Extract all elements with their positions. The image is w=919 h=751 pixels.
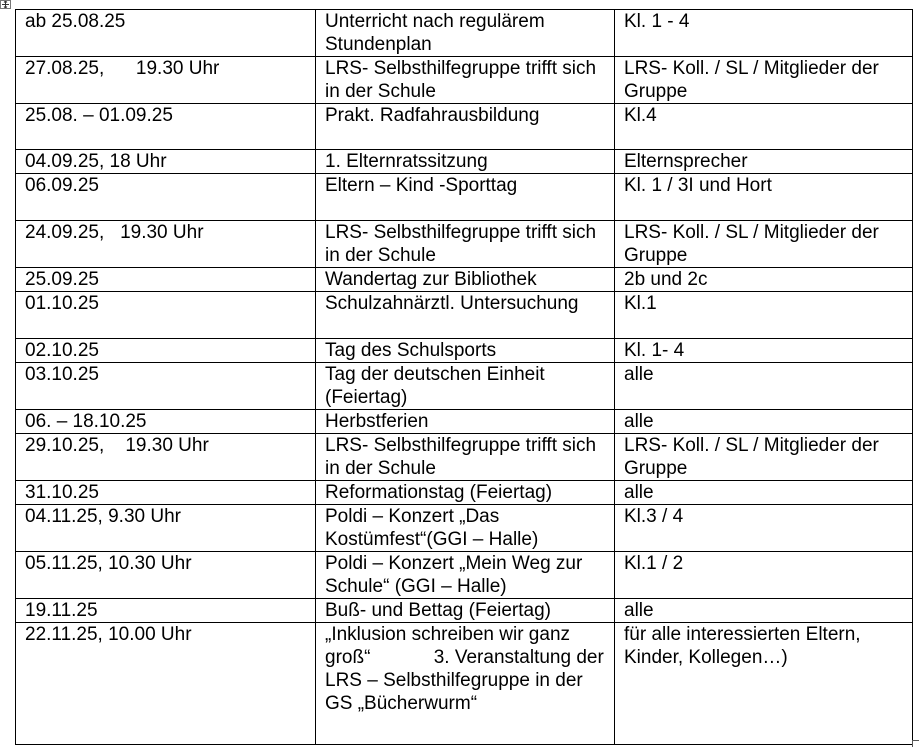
- date-cell-text: 29.10.25, 19.30 Uhr: [25, 435, 209, 456]
- participants-cell: [615, 339, 913, 363]
- date-cell: [16, 150, 316, 174]
- event-cell-text: Reformationstag (Feiertag): [325, 482, 553, 503]
- date-cell-text: 31.10.25: [25, 482, 99, 503]
- date-cell: [16, 599, 316, 623]
- date-cell: [16, 481, 316, 505]
- table-row: [16, 552, 913, 599]
- event-cell: [316, 221, 615, 268]
- table-row: [16, 599, 913, 623]
- participants-cell-text: LRS- Koll. / SL / Mitglieder der Gruppe: [624, 435, 885, 479]
- event-cell: [316, 10, 615, 57]
- table-resize-handle[interactable]: [912, 740, 919, 747]
- date-cell: [16, 505, 316, 552]
- event-cell: [316, 104, 615, 150]
- participants-cell-text: alle: [624, 600, 654, 621]
- event-cell-text: Schulzahnärztl. Untersuchung: [325, 293, 579, 314]
- table-row: [16, 174, 913, 221]
- participants-cell: [615, 552, 913, 599]
- participants-cell: [615, 410, 913, 434]
- participants-cell: [615, 505, 913, 552]
- participants-cell: [615, 10, 913, 57]
- event-cell-text: „Inklusion schreiben wir ganz groß“ 3. Veranstaltung der LRS – Selbsthilfegruppe in der GS „Bücherwurm“: [325, 624, 610, 714]
- event-cell: [316, 481, 615, 505]
- event-cell: [316, 150, 615, 174]
- participants-cell-text: Kl.1: [624, 293, 657, 314]
- event-cell-text: LRS- Selbsthilfegruppe trifft sich in der Schule: [325, 435, 602, 479]
- date-cell: [16, 104, 316, 150]
- participants-cell: [615, 268, 913, 292]
- event-cell-text: Tag des Schulsports: [325, 340, 497, 361]
- date-cell-text: 19.11.25: [25, 600, 98, 621]
- event-cell: [316, 339, 615, 363]
- date-cell-text: 04.09.25, 18 Uhr: [25, 151, 167, 172]
- table-row: [16, 481, 913, 505]
- event-cell-text: LRS- Selbsthilfegruppe trifft sich in der Schule: [325, 58, 602, 102]
- table-row: [16, 150, 913, 174]
- schedule-table: [15, 9, 913, 745]
- participants-cell-text: Kl. 1 / 3I und Hort: [624, 175, 772, 196]
- date-cell: [16, 339, 316, 363]
- table-move-handle-icon[interactable]: [0, 0, 11, 9]
- date-cell-text: 25.08. – 01.09.25: [25, 105, 173, 126]
- participants-cell-text: alle: [624, 411, 654, 432]
- event-cell: [316, 57, 615, 104]
- date-cell: [16, 10, 316, 57]
- table-row: [16, 505, 913, 552]
- event-cell: [316, 268, 615, 292]
- event-cell: [316, 552, 615, 599]
- date-cell: [16, 552, 316, 599]
- participants-cell-text: Kl.3 / 4: [624, 506, 684, 527]
- participants-cell: [615, 434, 913, 481]
- event-cell: [316, 174, 615, 221]
- participants-cell: [615, 150, 913, 174]
- event-cell-text: Poldi – Konzert „Das Kostümfest“(GGI – Halle): [325, 506, 539, 550]
- participants-cell-text: LRS- Koll. / SL / Mitglieder der Gruppe: [624, 58, 885, 102]
- date-cell-text: 01.10.25: [25, 293, 99, 314]
- table-row: [16, 292, 913, 339]
- table-row: [16, 268, 913, 292]
- date-cell-text: 02.10.25: [25, 340, 99, 361]
- participants-cell: [615, 481, 913, 505]
- participants-cell: [615, 174, 913, 221]
- date-cell-text: 22.11.25, 10.00 Uhr: [25, 624, 192, 645]
- date-cell-text: 25.09.25: [25, 269, 99, 290]
- participants-cell-text: alle: [624, 482, 654, 503]
- participants-cell: [615, 623, 913, 745]
- date-cell: [16, 221, 316, 268]
- date-cell-text: 04.11.25, 9.30 Uhr: [25, 506, 181, 527]
- date-cell-text: ab 25.08.25: [25, 11, 126, 32]
- table-row: [16, 104, 913, 150]
- participants-cell-text: Kl. 1 - 4: [624, 11, 690, 32]
- participants-cell-text: LRS- Koll. / SL / Mitglieder der Gruppe: [624, 222, 885, 266]
- date-cell-text: 05.11.25, 10.30 Uhr: [25, 553, 192, 574]
- event-cell-text: Poldi – Konzert „Mein Weg zur Schule“ (GGI – Halle): [325, 553, 588, 597]
- schedule-table-body: [16, 10, 913, 745]
- participants-cell-text: Kl.1 / 2: [624, 553, 684, 574]
- table-row: [16, 57, 913, 104]
- table-row: [16, 363, 913, 410]
- date-cell: [16, 57, 316, 104]
- participants-cell-text: Kl. 1- 4: [624, 340, 685, 361]
- participants-cell-text: alle: [624, 364, 654, 385]
- event-cell: [316, 410, 615, 434]
- table-row: [16, 221, 913, 268]
- event-cell-text: Herbstferien: [325, 411, 429, 432]
- event-cell-text: Eltern – Kind -Sporttag: [325, 175, 518, 196]
- event-cell: [316, 623, 615, 745]
- event-cell-text: Buß- und Bettag (Feiertag): [325, 600, 551, 621]
- date-cell-text: 06. – 18.10.25: [25, 411, 147, 432]
- date-cell: [16, 292, 316, 339]
- participants-cell: [615, 104, 913, 150]
- event-cell-text: LRS- Selbsthilfegruppe trifft sich in der Schule: [325, 222, 602, 266]
- participants-cell: [615, 221, 913, 268]
- table-row: [16, 10, 913, 57]
- date-cell: [16, 268, 316, 292]
- event-cell-text: Unterricht nach regulärem Stundenplan: [325, 11, 550, 55]
- date-cell: [16, 623, 316, 745]
- participants-cell-text: Kl.4: [624, 105, 657, 126]
- date-cell-text: 27.08.25, 19.30 Uhr: [25, 58, 220, 79]
- date-cell-text: 06.09.25: [25, 175, 99, 196]
- date-cell: [16, 174, 316, 221]
- participants-cell: [615, 292, 913, 339]
- event-cell: [316, 599, 615, 623]
- event-cell-text: Prakt. Radfahrausbildung: [325, 105, 540, 126]
- participants-cell: [615, 599, 913, 623]
- date-cell: [16, 434, 316, 481]
- event-cell-text: 1. Elternratssitzung: [325, 151, 488, 172]
- participants-cell-text: für alle interessierten Eltern, Kinder, Kollegen…): [624, 624, 866, 668]
- table-row: [16, 339, 913, 363]
- date-cell-text: 03.10.25: [25, 364, 99, 385]
- participants-cell-text: 2b und 2c: [624, 269, 708, 290]
- table-row: [16, 410, 913, 434]
- event-cell-text: Wandertag zur Bibliothek: [325, 269, 537, 290]
- date-cell: [16, 410, 316, 434]
- table-row: [16, 434, 913, 481]
- event-cell: [316, 363, 615, 410]
- event-cell: [316, 434, 615, 481]
- participants-cell: [615, 363, 913, 410]
- event-cell: [316, 292, 615, 339]
- date-cell: [16, 363, 316, 410]
- participants-cell-text: Elternsprecher: [624, 151, 748, 172]
- date-cell-text: 24.09.25, 19.30 Uhr: [25, 222, 204, 243]
- event-cell: [316, 505, 615, 552]
- table-row: [16, 623, 913, 745]
- event-cell-text: Tag der deutschen Einheit (Feiertag): [325, 364, 550, 408]
- participants-cell: [615, 57, 913, 104]
